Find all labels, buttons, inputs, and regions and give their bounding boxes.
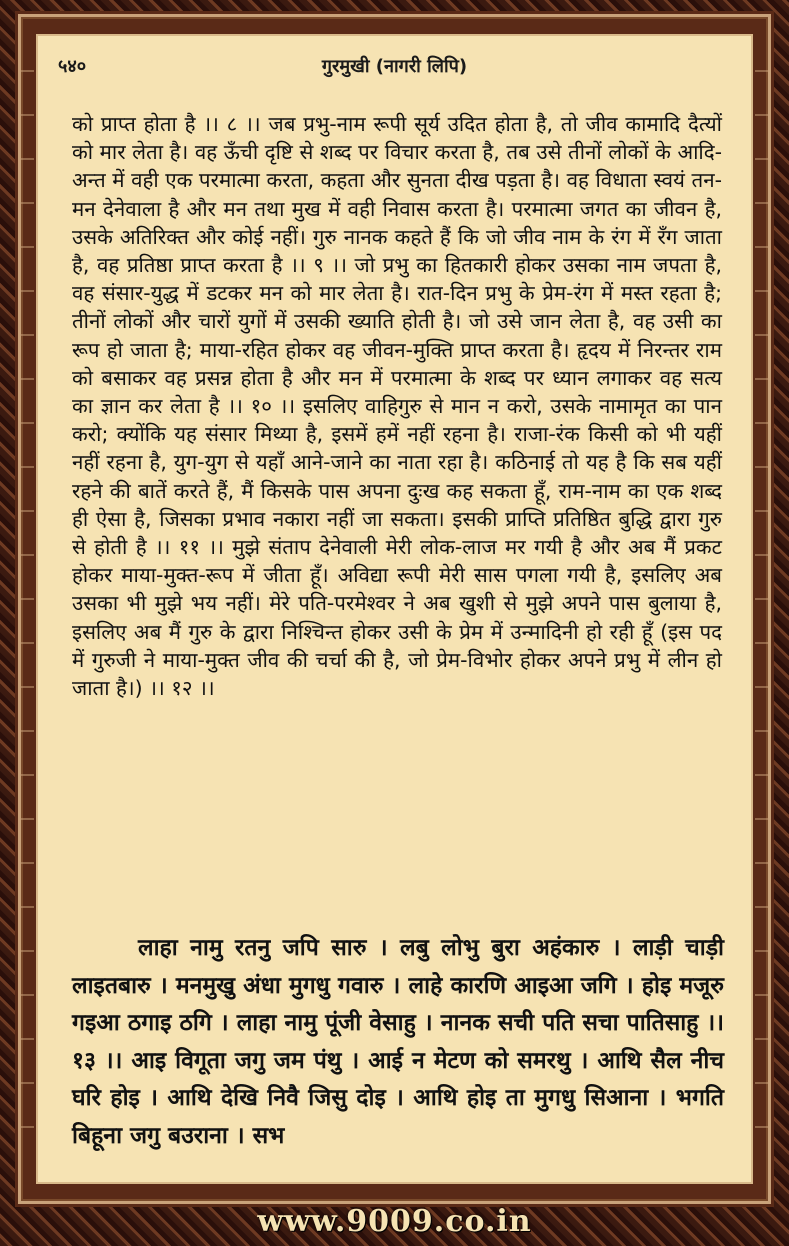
commentary-paragraph: को प्राप्त होता है ।। ८ ।। जब प्रभु-नाम रूपी सूर्य उदित होता है, तो जीव कामादि दैत्यों को मार लेता है। वह ऊँची दृष्टि से शब्द पर विचार करता है, तब उसे तीनों लोकों के आदि-अन्त में वही एक परमात्मा करता, कहता और सुनता दीख पड़ता है। वह विधाता स्वयं तन-मन देनेवाला है और मन तथा मुख में वही निवास करता है। परमात्मा जगत का जीवन है, उसके अतिरिक्त और कोई नहीं। गुरु नानक कहते हैं कि जो जीव नाम के रंग में रँग जाता है, वह प्रतिष्ठा प्राप्त करता है ।। ९ ।। जो प्रभु का हितकारी होकर उसका नाम जपता है, वह संसार-युद्ध में डटकर मन को मार लेता है। रात-दिन प्रभु के प्रेम-रंग में मस्त रहता है; तीनों लोकों और चारों युगों में उसकी ख्याति होती है। जो उसे जान लेता है, वह उसी का रूप हो जाता है; माया-रहित होकर वह जीवन-मुक्ति प्राप्त करता है। हृदय में निरन्तर राम को बसाकर वह प्रसन्न होता है और मन में परमात्मा के शब्द पर ध्यान लगाकर वह सत्य का ज्ञान कर लेता है ।। १० ।। इसलिए वाहिगुरु से मान न करो, उसके नामामृत का पान करो; क्योंकि यह संसार मिथ्या है, इसमें हमें नहीं रहना है। राजा-रंक किसी को भी यहीं नहीं रहना है, युग-युग से यहाँ आने-जाने का नाता रहा है। कठिनाई तो यह है कि सब यहीं रहने की बातें करते हैं, मैं किसके पास अपना दुःख कह सकता हूँ, राम-नाम का एक शब्द ही ऐसा है, जिसका प्रभाव नकारा नहीं जा सकता। इसकी प्राप्ति प्रतिष्ठित बुद्धि द्वारा गुरु से होती है ।। ११ ।। मुझे संताप देनेवाली मेरी लोक-लाज मर गयी है और अब मैं प्रकट होकर माया-मुक्त-रूप में जीता हूँ। अविद्या रूपी मेरी सास पगला गयी है, इसलिए अब उसका भी मुझे भय नहीं। मेरे पति-परमेश्वर ने अब खुशी से मुझे अपने पास बुलाया है, इसलिए अब मैं गुरु के द्वारा निश्चिन्त होकर उसी के प्रेम में उन्मादिनी हो रही हूँ (इस पद में गुरुजी ने माया-मुक्त जीव की चर्चा की है, जो प्रेम-विभोर होकर अपने प्रभु में लीन हो जाता है।) ।। १२ ।। [72,112,722,701]
page-header [36,54,753,84]
right-ornament [755,70,769,1170]
left-ornament [20,70,34,1170]
verse-paragraph: लाहा नामु रतनु जपि सारु । लबु लोभु बुरा अहंकारु । लाड़ी चाड़ी लाइतबारु । मनमुखु अंधा मुगधु गवारु । लाहे कारणि आइआ जगि । होइ मजूरु गइआ ठगाइ ठगि । लाहा नामु पूंजी वेसाहु । नानक सची पति सचा पातिसाहु ।। १३ ।। आइ विगूता जगु जम पंथु । आई न मेटण को समरथु । आथि सैल नीच घरि होइ । आथि देखि निवै जिसु दोइ । आथि होइ ता मुगधु सिआना । भगति बिहूना जगु बउराना । सभ [72,935,724,1149]
site-url: www.9009.co.in [257,1204,532,1239]
verse-text [72,930,724,1155]
page-number: ५४० [58,56,87,77]
running-title: गुरमुखी (नागरी लिपि) [321,56,468,77]
book-page [36,34,753,1184]
commentary-text [72,110,722,702]
